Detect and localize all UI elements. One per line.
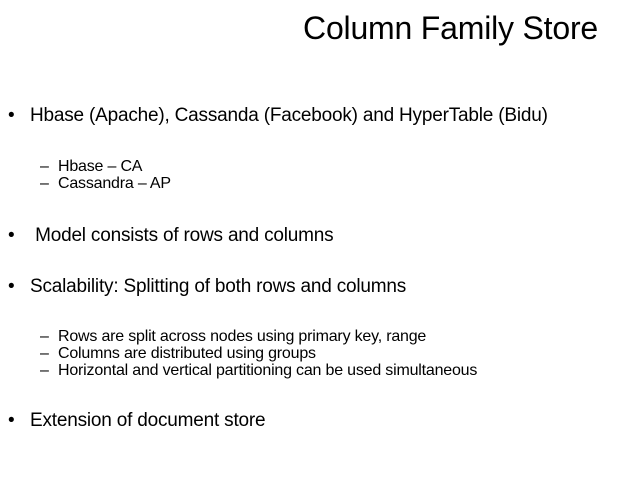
dash-marker: –: [40, 345, 49, 362]
bullet-text: Model consists of rows and columns: [30, 225, 334, 246]
bullet-text: Extension of document store: [30, 410, 266, 431]
bullet-marker: •: [8, 225, 15, 246]
bullet-item: [8, 275, 406, 299]
sub-bullet-text: Columns are distributed using groups: [58, 345, 316, 362]
sub-bullet-item: [40, 328, 426, 345]
bullet-marker: •: [8, 105, 15, 126]
dash-marker: –: [40, 175, 49, 192]
sub-bullet-text: Horizontal and vertical partitioning can be used simultaneous: [58, 362, 478, 379]
bullet-text: Hbase (Apache), Cassanda (Facebook) and HyperTable (Bidu): [30, 105, 548, 126]
sub-bullet-text: Hbase – CA: [58, 158, 143, 175]
sub-bullet-text: Rows are split across nodes using primary key, range: [58, 328, 427, 345]
slide-title: Column Family Store: [303, 10, 598, 46]
sub-bullet-item: [40, 362, 477, 379]
sub-bullet-item: [40, 175, 171, 192]
dash-marker: –: [40, 158, 49, 175]
sub-bullet-item: [40, 345, 316, 362]
bullet-marker: •: [8, 276, 15, 297]
bullet-marker: •: [8, 410, 15, 431]
dash-marker: –: [40, 362, 49, 379]
sub-bullet-item: [40, 158, 142, 175]
sub-bullet-text: Cassandra – AP: [58, 175, 171, 192]
dash-marker: –: [40, 328, 49, 345]
bullet-text: Scalability: Splitting of both rows and columns: [30, 276, 407, 297]
bullet-item: [8, 224, 333, 248]
bullet-item: [8, 409, 265, 433]
bullet-item: [8, 104, 548, 128]
